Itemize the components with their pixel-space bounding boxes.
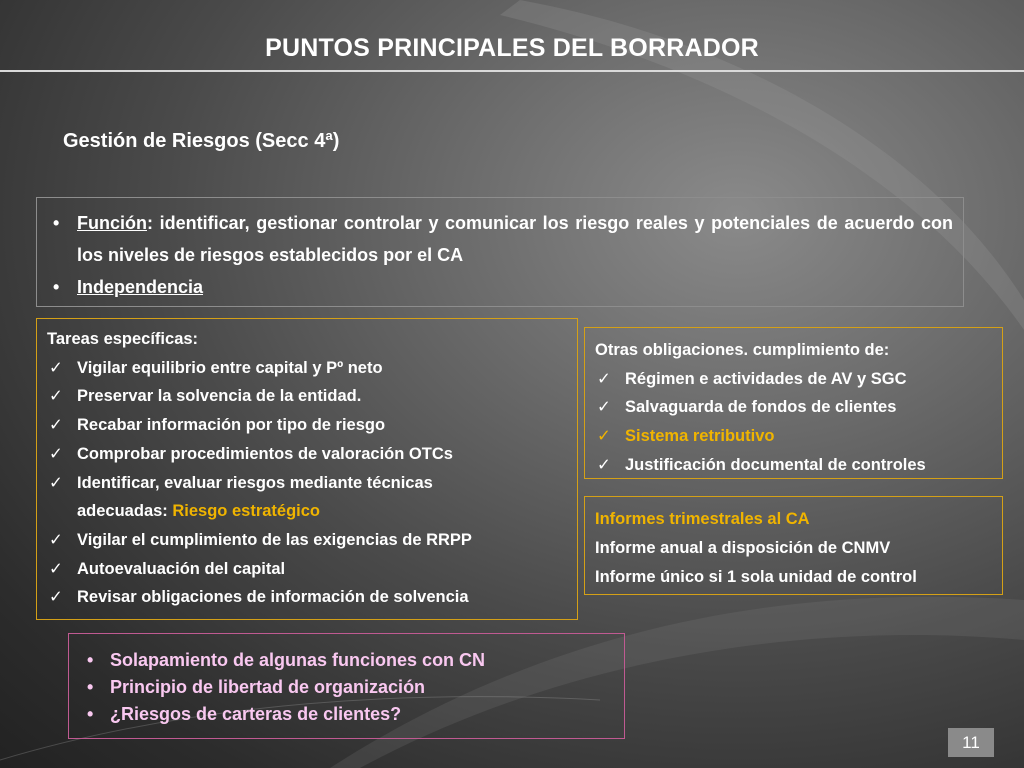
other-obligations-heading: Otras obligaciones. cumplimiento de: [595, 341, 890, 359]
slide-title: PUNTOS PRINCIPALES DEL BORRADOR [265, 34, 759, 62]
summary-term: Independencia [77, 277, 204, 297]
check-icon: ✓ [49, 387, 63, 406]
summary-text: : identificar, gestionar controlar y comunicar los riesgo reales y potenciales de acuerdo con los niveles de riesgos establecidos por el CA [77, 213, 953, 265]
task-item: ✓ Comprobar procedimientos de valoración OTCs [47, 440, 569, 469]
check-icon: ✓ [597, 427, 611, 446]
other-obligations-box [584, 327, 1003, 479]
bullet-icon: • [87, 650, 94, 670]
report-line: Informe único si 1 sola unidad de control [595, 568, 917, 586]
check-icon: ✓ [49, 444, 63, 463]
obligation-item: ✓ Régimen e actividades de AV y SGC [595, 365, 994, 394]
check-icon: ✓ [49, 416, 63, 435]
task-item: ✓ Revisar obligaciones de información de solvencia [47, 583, 569, 612]
task-item: ✓ Autoevaluación del capital [47, 555, 569, 584]
task-item-continuation: adecuadas: Riesgo estratégico [77, 502, 321, 521]
tasks-box [36, 318, 578, 620]
section-subtitle: Gestión de Riesgos (Secc 4ª) [63, 130, 340, 152]
report-line-highlight: Informes trimestrales al CA [595, 510, 810, 528]
note-item: • ¿Riesgos de carteras de clientes? [81, 701, 616, 728]
obligation-item: ✓ Salvaguarda de fondos de clientes [595, 393, 994, 422]
summary-box [36, 197, 964, 307]
note-item: • Solapamiento de algunas funciones con CN [81, 647, 616, 674]
page-number: 11 [948, 728, 994, 757]
check-icon: ✓ [597, 398, 611, 417]
bullet-icon: • [53, 277, 60, 297]
tasks-heading: Tareas específicas: [47, 330, 199, 348]
bullet-icon: • [87, 677, 94, 697]
summary-item-function [47, 207, 953, 271]
title-divider [0, 70, 1024, 72]
check-icon: ✓ [49, 588, 63, 607]
obligation-item: ✓ Justificación documental de controles [595, 451, 994, 480]
report-line: Informe anual a disposición de CNMV [595, 539, 891, 557]
check-icon: ✓ [597, 369, 611, 388]
highlight-text: Riesgo estratégico [172, 502, 321, 521]
summary-item-independence [47, 271, 953, 303]
check-icon: ✓ [49, 358, 63, 377]
note-item: • Principio de libertad de organización [81, 674, 616, 701]
obligation-item-highlight: ✓ Sistema retributivo [595, 422, 994, 451]
task-item: ✓ Preservar la solvencia de la entidad. [47, 382, 569, 411]
task-item: ✓ Recabar información por tipo de riesgo [47, 411, 569, 440]
reports-box [584, 496, 1003, 595]
task-item: ✓ Vigilar el cumplimiento de las exigencias de RRPP [47, 526, 569, 555]
check-icon: ✓ [49, 530, 63, 549]
check-icon: ✓ [49, 473, 63, 492]
summary-term: Función [77, 213, 147, 233]
bullet-icon: • [87, 704, 94, 724]
bullet-icon: • [53, 213, 60, 233]
task-item: ✓ Vigilar equilibrio entre capital y Pº neto [47, 354, 569, 383]
task-item: ✓ Identificar, evaluar riesgos mediante técnicas [47, 469, 569, 498]
check-icon: ✓ [49, 559, 63, 578]
check-icon: ✓ [597, 455, 611, 474]
notes-box [68, 633, 625, 739]
